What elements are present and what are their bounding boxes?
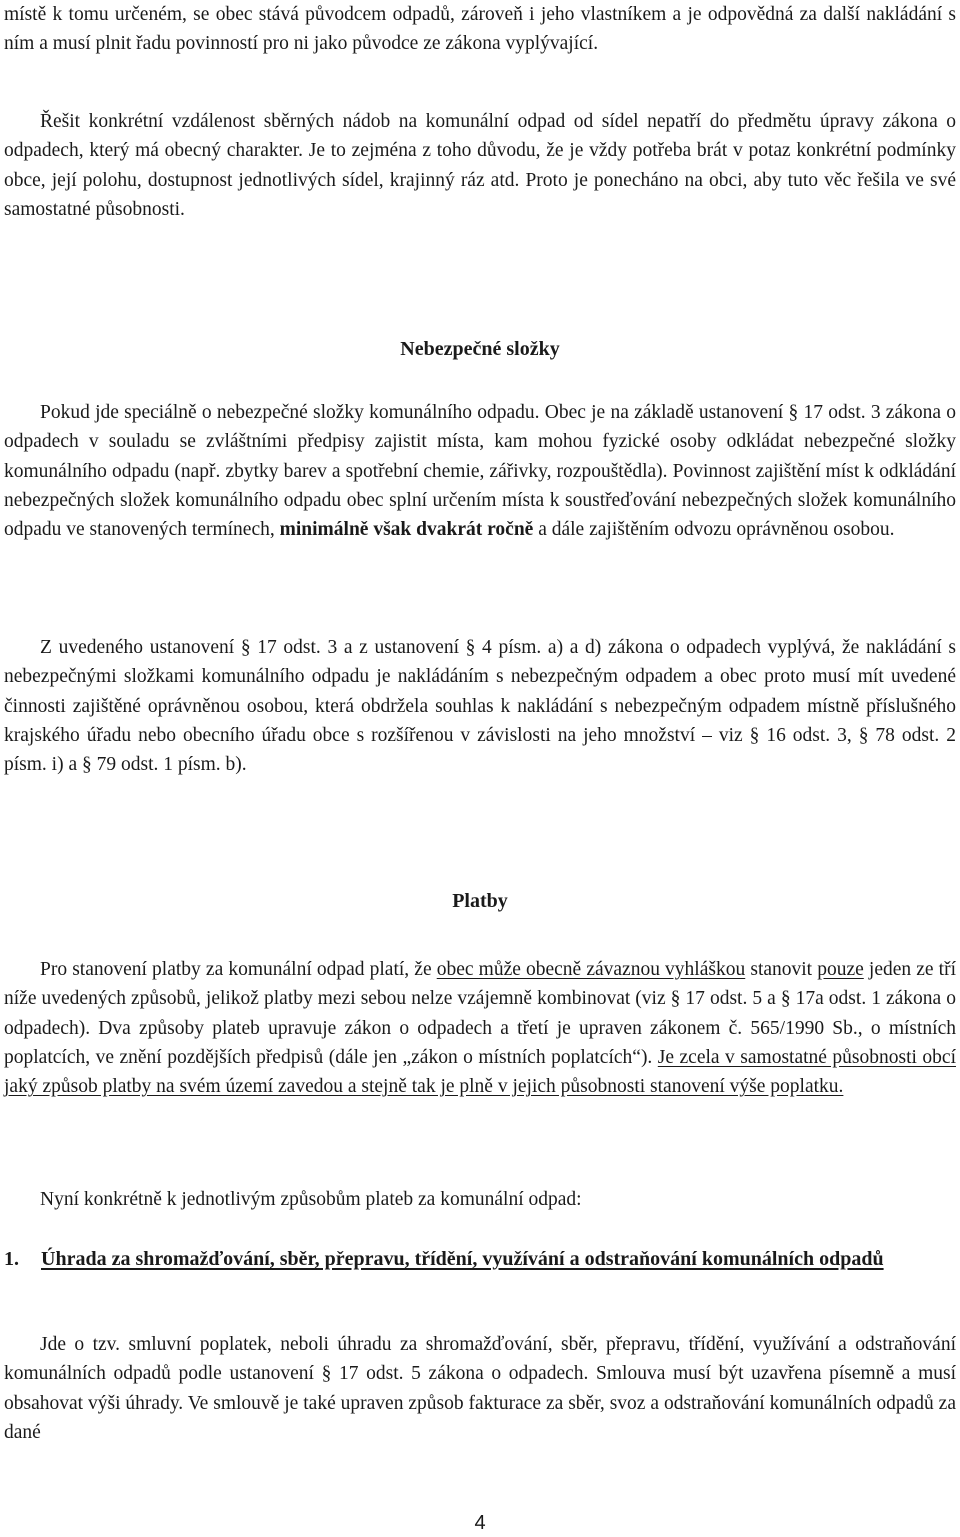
paragraph-hazardous-text-a: Pokud jde speciálně o nebezpečné složky komunálního odpadu. Obec je na základě ustanovení § 17 odst. 3 zákona o odpadech v souladu se zvláštními předpisy zajistit místa, kam mohou fyzické osoby odkládat nebezpečné složky komunálního odpadu (např. zbytky barev a spotřební chemie, zářivky, rozpouštědla). Povinnost zajištění míst k odkládání nebezpečných složek komunálního odpadu obec splní určením místa k soustřeďování nebezpečných složek komunálního odpadu ve stanovených termínech,	[4, 402, 956, 541]
paragraph-payments-underline-3: Je zcela v samostatné působnosti obcí jaký způsob platby na svém území zavedou a stejně tak je plně v jejich působnosti stanovení výše poplatku.	[4, 1046, 956, 1098]
paragraph-payments-text-a: Pro stanovení platby za komunální odpad platí, že	[40, 959, 437, 980]
paragraph-contract-fee	[4, 1330, 956, 1447]
page-number: 4	[474, 1512, 486, 1534]
paragraph-hazardous-text-b: a dále zajištěním odvozu oprávněnou osobou.	[533, 519, 895, 541]
paragraph-hazardous	[4, 398, 956, 544]
paragraph-provisions	[4, 633, 956, 779]
paragraph-distance-text-b: Je to zejména z toho důvodu, že je vždy potřeba brát v potaz konkrétní podmínky obce, její polohu, dostupnost jednotlivých sídel, krajinný ráz atd. Proto je ponecháno na obci, aby tuto věc řešila ve své samostatné působnosti.	[4, 140, 956, 220]
list-number: 1.	[4, 1248, 19, 1270]
paragraph-now-text: Nyní konkrétně k jednotlivým způsobům plateb za komunální odpad:	[40, 1189, 582, 1210]
paragraph-payments-text-c: jeden ze tří níže uvedených způsobů, jelikož platby mezi sebou nelze vzájemně kombinovat (viz § 17 odst. 5 a § 17a odst. 1 zákona o odpadech). Dva způsoby plateb upravuje zákon o odpadech a třetí je upraven zákonem č. 565/1990 Sb., o místních poplatcích, ve znění pozdějších předpisů (dále jen „zákon o místních poplatcích“).	[4, 959, 956, 1068]
paragraph-intro-text: místě k tomu určeném, se obec stává původcem odpadů, zároveň i jeho vlastníkem a je odpovědná za další nakládání s ním a musí plnit řadu povinností pro ni jako původce ze zákona vyplývající.	[4, 4, 956, 55]
paragraph-payments-underline-2: pouze	[817, 959, 864, 980]
paragraph-intro	[4, 0, 956, 59]
paragraph-now	[4, 1185, 956, 1214]
heading-platby: Platby	[452, 890, 508, 912]
paragraph-contract-fee-text: Jde o tzv. smluvní poplatek, neboli úhradu za shromažďování, sběr, přepravu, třídění, využívání a odstraňování komunálních odpadů podle ustanovení § 17 odst. 5 zákona o odpadech. Smlouva musí být uzavřena písemně a musí obsahovat výši úhrady. Ve smlouvě je také upraven způsob fakturace za sběr, svoz a odstraňování komunálních odpadů za dané	[4, 1334, 956, 1443]
paragraph-distance	[4, 107, 956, 224]
list-item-title: Úhrada za shromažďování, sběr, přepravu, třídění, využívání a odstraňování komunálních odpadů	[41, 1248, 884, 1270]
paragraph-distance-text-a: Řešit konkrétní vzdálenost sběrných nádob na komunální odpad od sídel nepatří do předmětu úpravy zákona o odpadech, který má obecný charakter.	[4, 111, 956, 162]
paragraph-provisions-text: Z uvedeného ustanovení § 17 odst. 3 a z ustanovení § 4 písm. a) a d) zákona o odpadech vyplývá, že nakládání s nebezpečnými složkami komunálního odpadu je nakládáním s nebezpečným odpadem a obec proto musí mít uvedené činnosti zajištěné oprávněnou osobou, která obdržela souhlas k nakládání s nebezpečným odpadem místně příslušného krajského úřadu nebo obecního úřadu obce s rozšířenou v závislosti na jeho množství – viz § 16 odst. 3, § 78 odst. 2 písm. i) a § 79 odst. 1 písm. b).	[4, 637, 956, 776]
heading-nebezpecne-slozky: Nebezpečné složky	[400, 338, 560, 360]
paragraph-payments	[4, 955, 956, 1101]
paragraph-hazardous-bold: minimálně však dvakrát ročně	[279, 519, 534, 541]
paragraph-payments-underline-1: obec může obecně závaznou vyhláškou	[436, 959, 746, 980]
paragraph-payments-text-b: stanovit	[745, 959, 818, 980]
